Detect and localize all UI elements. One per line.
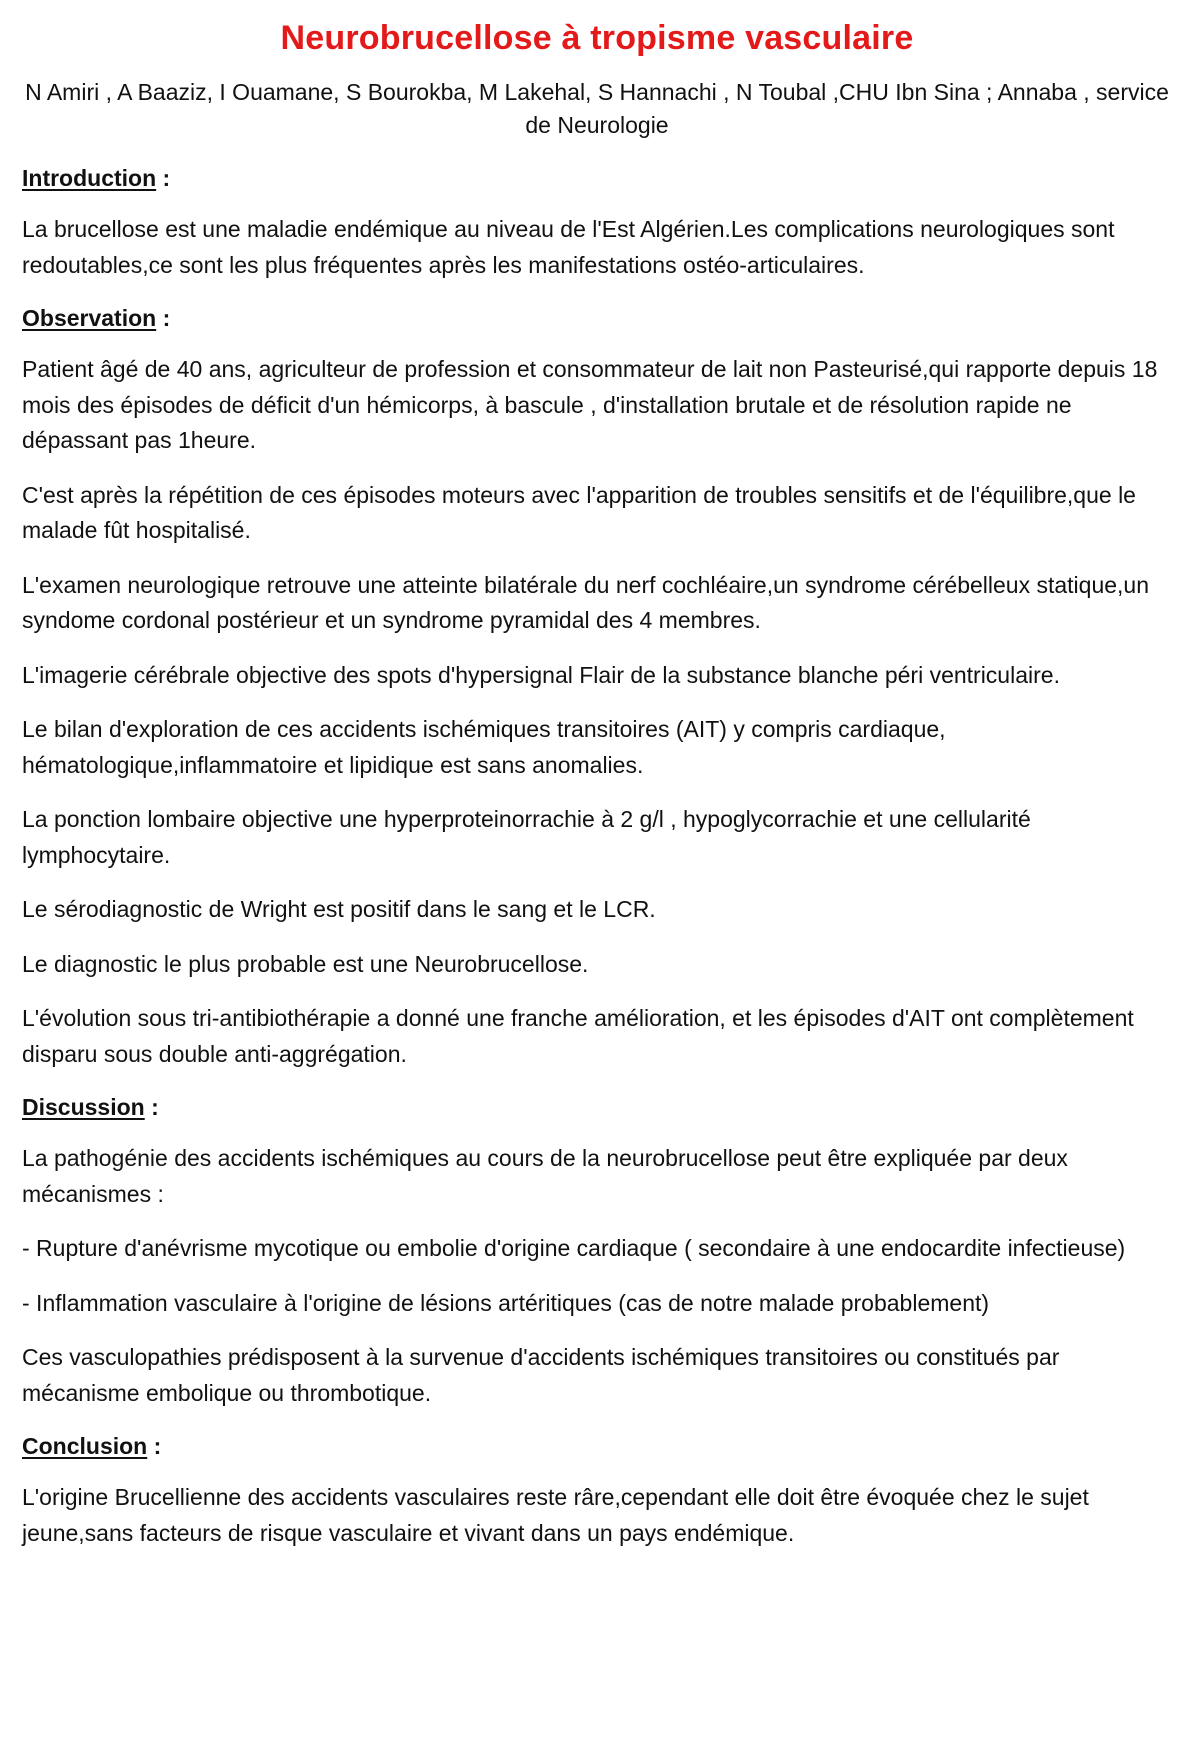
paragraph: Ces vasculopathies prédisposent à la survenue d'accidents ischémiques transitoires ou constitués par mécanisme embolique ou thrombotique.: [22, 1344, 1060, 1406]
paragraph: - Rupture d'anévrisme mycotique ou embolie d'origine cardiaque ( secondaire à une endocardite infectieuse): [22, 1235, 1126, 1261]
section-heading-colon: :: [156, 305, 171, 331]
paragraph: Le diagnostic le plus probable est une Neurobrucellose.: [22, 950, 589, 977]
paragraph: L'imagerie cérébrale objective des spots d'hypersignal Flair de la substance blanche péri ventriculaire.: [22, 661, 1060, 688]
observation-section: [22, 302, 1172, 1072]
discussion-section: [22, 1091, 1172, 1411]
paragraph: Le sérodiagnostic de Wright est positif dans le sang et le LCR.: [22, 896, 656, 922]
section-heading: [22, 302, 1172, 334]
section-heading-text: Conclusion: [22, 1433, 148, 1459]
section-heading-text: Observation: [22, 305, 157, 331]
paragraph: La ponction lombaire objective une hyperproteinorrachie à 2 g/l , hypoglycorrachie et une cellularité lymphocytaire.: [22, 806, 1031, 868]
page-title: Neurobrucellose à tropisme vasculaire: [280, 19, 914, 57]
section-heading-colon: :: [144, 1094, 159, 1120]
conclusion-section: [22, 1430, 1172, 1551]
section-heading-text: Introduction: [22, 165, 157, 191]
section-heading: [22, 1430, 1172, 1462]
paragraph: La pathogénie des accidents ischémiques au cours de la neurobrucellose peut être expliquée par deux mécanismes :: [22, 1145, 1068, 1207]
section-heading: [22, 162, 1172, 194]
authors-line: N Amiri , A Baaziz, I Ouamane, S Bourokba, M Lakehal, S Hannachi , N Toubal ,CHU Ibn Sina ; Annaba , service de Neurologie: [25, 79, 1169, 138]
paragraph: C'est après la répétition de ces épisodes moteurs avec l'apparition de troubles sensitifs et de l'équilibre,que le malade fût hospitalisé.: [22, 481, 1136, 543]
section-heading-colon: :: [156, 165, 171, 191]
paragraph: L'examen neurologique retrouve une atteinte bilatérale du nerf cochléaire,un syndrome cérébelleux statique,un syndome cordonal postérieur et un syndrome pyramidal des 4 membres.: [22, 571, 1149, 633]
section-heading: [22, 1091, 1172, 1123]
paragraph: Patient âgé de 40 ans, agriculteur de profession et consommateur de lait non Pasteurisé,qui rapporte depuis 18 mois des épisodes de déficit d'un hémicorps, à bascule , d'installation brutale et de résolution rapide ne dépassant pas 1heure.: [22, 356, 1158, 453]
paragraph: L'évolution sous tri-antibiothérapie a donné une franche amélioration, et les épisodes d'AIT ont complètement disparu sous double anti-aggrégation.: [22, 1005, 1134, 1067]
introduction-section: [22, 162, 1172, 283]
paragraph: Le bilan d'exploration de ces accidents ischémiques transitoires (AIT) y compris cardiaque, hématologique,inflammatoire et lipidique est sans anomalies.: [22, 716, 946, 778]
section-heading-colon: :: [147, 1433, 162, 1459]
paragraph: - Inflammation vasculaire à l'origine de lésions artéritiques (cas de notre malade probablement): [22, 1289, 990, 1316]
paragraph: La brucellose est une maladie endémique au niveau de l'Est Algérien.Les complications neurologiques sont redoutables,ce sont les plus fréquentes après les manifestations ostéo-articulaires.: [22, 216, 1115, 278]
paragraph: L'origine Brucellienne des accidents vasculaires reste râre,cependant elle doit être évoquée chez le sujet jeune,sans facteurs de risque vasculaire et vivant dans un pays endémique.: [22, 1484, 1089, 1546]
section-heading-text: Discussion: [22, 1094, 145, 1120]
